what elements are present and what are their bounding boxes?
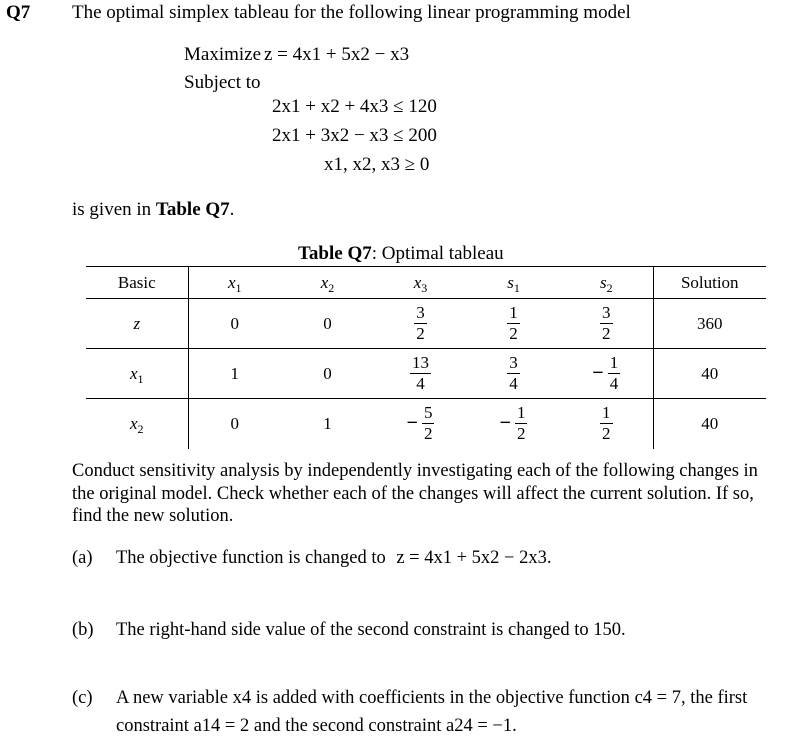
cell-solution: 40 xyxy=(701,413,719,433)
part-a-label: (a) xyxy=(72,548,93,568)
a14-coefficient: a14 = 2 xyxy=(193,716,250,736)
new-variable: x4 xyxy=(232,688,252,708)
part-c-line1: A new variable x4 is added with coefficients in the objective function c4 = 7, the first xyxy=(116,688,748,708)
basic-cell: $x_2$ xyxy=(86,399,188,449)
question-intro: The optimal simplex tableau for the following linear programming model xyxy=(72,2,631,23)
part-a-text: The objective function is changed to z = 4x1 + 5x2 − 2x3. xyxy=(116,548,552,568)
part-a-formula: z = 4x1 + 5x2 − 2x3. xyxy=(396,548,552,568)
table-row xyxy=(86,299,766,349)
part-c-label: (c) xyxy=(72,688,93,708)
cell-x3: 3 2 xyxy=(374,299,467,349)
instructions-paragraph: Conduct sensitivity analysis by independently investigating each of the following changes in the original model. Check whether each of the changes will affect the current solution. If so, find the new solution. xyxy=(72,461,758,526)
cell-solution: 360 xyxy=(653,299,766,349)
header-x1: $x_1$ xyxy=(188,267,281,299)
constraint-1: 2x1 + x2 + 4x3 ≤ 120 xyxy=(272,96,437,117)
cell-x3: − $\frac{5}{2}$ xyxy=(406,403,433,444)
objective-function: z = 4x1 + 5x2 − x3 xyxy=(264,44,410,65)
c4-coefficient: c4 = 7 xyxy=(634,688,681,708)
header-s1: $s_1$ xyxy=(467,267,560,299)
cell-s2: 1 2 xyxy=(560,399,653,449)
cell-x2: 0 xyxy=(281,349,374,399)
part-b-label: (b) xyxy=(72,620,94,640)
cell-s1: 3 4 xyxy=(467,349,560,399)
part-c-line2: constraint a14 = 2 and the second constraint a24 = −1. xyxy=(116,716,517,736)
cell-solution: 40 xyxy=(653,349,766,399)
table-reference: Table Q7 xyxy=(155,199,230,220)
cell-s2: 3 2 xyxy=(560,299,653,349)
cell-s1: 1 2 xyxy=(467,299,560,349)
nonnegativity-constraint: x1, x2, x3 ≥ 0 xyxy=(324,154,430,175)
question-number: Q7 xyxy=(6,2,31,23)
optimal-tableau xyxy=(86,266,766,449)
a24-coefficient: a24 = −1 xyxy=(446,716,513,736)
subject-to-label: Subject to xyxy=(184,72,261,93)
basic-cell: z xyxy=(86,299,188,349)
cell-x1: 0 xyxy=(230,413,239,433)
table-caption: Table Q7: Optimal tableau xyxy=(298,243,504,264)
part-b-text: The right-hand side value of the second constraint is changed to 150. xyxy=(116,620,626,640)
header-basic: Basic xyxy=(86,267,188,299)
basic-cell: $x_1$ xyxy=(86,349,188,399)
constraint-2: 2x1 + 3x2 − x3 ≤ 200 xyxy=(272,125,437,146)
cell-x1: 0 xyxy=(188,299,281,349)
maximize-label: Maximize xyxy=(184,44,262,65)
cell-x3: 13 4 xyxy=(374,349,467,399)
header-solution: Solution xyxy=(653,267,766,299)
cell-s1: − $\frac{1}{2}$ xyxy=(499,403,526,444)
header-x3: $x_3$ xyxy=(374,267,467,299)
header-s2: $s_2$ xyxy=(560,267,653,299)
cell-x1: 1 xyxy=(188,349,281,399)
cell-s2: − $\frac{1}{4}$ xyxy=(560,349,653,399)
table-header-row xyxy=(86,267,766,299)
given-statement: is given in Table Q7. xyxy=(72,199,235,220)
table-row xyxy=(86,349,766,399)
cell-x2: 0 xyxy=(281,299,374,349)
header-x2: $x_2$ xyxy=(281,267,374,299)
table-row xyxy=(86,399,766,449)
cell-x2: 1 xyxy=(323,413,332,433)
